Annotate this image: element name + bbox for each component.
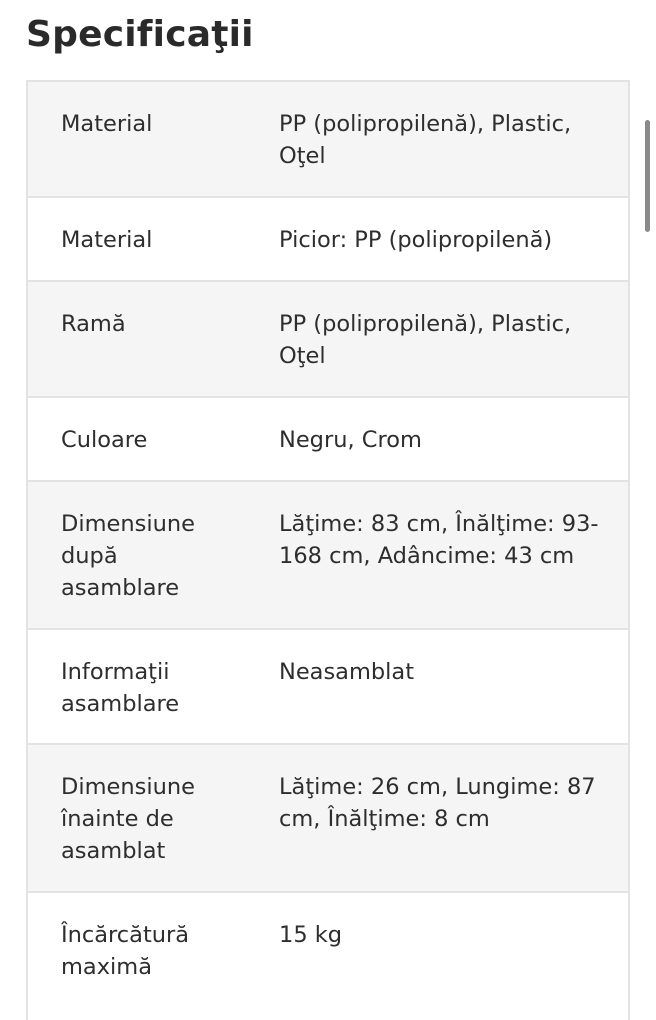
spec-value: PP (polipropilenă), Plastic, Oţel xyxy=(279,111,572,169)
table-row xyxy=(28,398,628,482)
spec-label: Material xyxy=(61,227,153,253)
table-row xyxy=(28,198,628,282)
table-row xyxy=(28,630,628,745)
spec-label: Ramă xyxy=(61,311,126,337)
spec-value: Negru, Crom xyxy=(279,427,422,453)
spec-value: 15 kg xyxy=(279,922,343,948)
spec-label: Dimensiune după asamblare xyxy=(61,511,195,601)
spec-label: Încărcătură maximă xyxy=(61,922,190,980)
scrollbar-thumb[interactable] xyxy=(645,120,650,232)
specifications-table xyxy=(26,80,630,1020)
spec-label: Informaţii asamblare xyxy=(61,659,180,717)
spec-value: Neasamblat xyxy=(279,659,415,685)
table-row xyxy=(28,282,628,398)
spec-label: Culoare xyxy=(61,427,148,453)
spec-label: Material xyxy=(61,111,153,137)
table-row xyxy=(28,482,628,630)
spec-value: Lăţime: 83 cm, Înălţime: 93-168 cm, Adâncime: 43 cm xyxy=(279,511,599,569)
spec-label: Dimensiune înainte de asamblat xyxy=(61,774,195,864)
page-title: Specificaţii xyxy=(26,14,254,55)
spec-value: Lăţime: 26 cm, Lungime: 87 cm, Înălţime: 8 cm xyxy=(279,774,596,832)
spec-value: Picior: PP (polipropilenă) xyxy=(279,227,553,253)
table-row xyxy=(28,745,628,893)
table-row xyxy=(28,893,628,1020)
spec-value: PP (polipropilenă), Plastic, Oţel xyxy=(279,311,572,369)
table-row xyxy=(28,82,628,198)
